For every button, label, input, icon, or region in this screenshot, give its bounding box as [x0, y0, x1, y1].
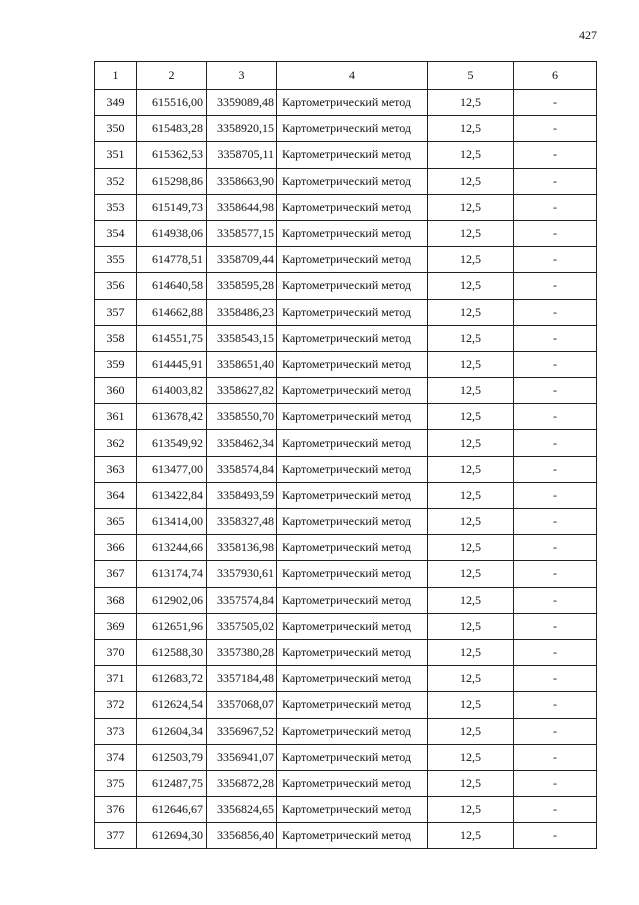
table-row — [95, 299, 597, 325]
notes-cell: - — [514, 378, 597, 404]
accuracy-cell: 12,5 — [428, 194, 514, 220]
notes-cell: - — [514, 535, 597, 561]
table-row — [95, 770, 597, 796]
y-coordinate-cell: 3358920,15 — [207, 116, 277, 142]
method-cell: Картометрический метод — [277, 718, 428, 744]
point-number-cell: 365 — [95, 509, 137, 535]
table-row — [95, 325, 597, 351]
point-number-cell: 356 — [95, 273, 137, 299]
point-number-cell: 361 — [95, 404, 137, 430]
notes-cell: - — [514, 90, 597, 116]
point-number-cell: 363 — [95, 456, 137, 482]
accuracy-cell: 12,5 — [428, 430, 514, 456]
point-number-cell: 354 — [95, 220, 137, 246]
y-coordinate-cell: 3358644,98 — [207, 194, 277, 220]
point-number-cell: 359 — [95, 351, 137, 377]
table-row — [95, 430, 597, 456]
notes-cell: - — [514, 351, 597, 377]
table-row — [95, 194, 597, 220]
point-number-cell: 371 — [95, 666, 137, 692]
accuracy-cell: 12,5 — [428, 220, 514, 246]
table-header-row — [95, 62, 597, 90]
notes-cell: - — [514, 404, 597, 430]
point-number-cell: 368 — [95, 587, 137, 613]
notes-cell: - — [514, 325, 597, 351]
accuracy-cell: 12,5 — [428, 692, 514, 718]
x-coordinate-cell: 612503,79 — [137, 744, 207, 770]
notes-cell: - — [514, 639, 597, 665]
table-row — [95, 509, 597, 535]
y-coordinate-cell: 3358574,84 — [207, 456, 277, 482]
header-cell: 3 — [207, 62, 277, 90]
accuracy-cell: 12,5 — [428, 456, 514, 482]
method-cell: Картометрический метод — [277, 194, 428, 220]
method-cell: Картометрический метод — [277, 509, 428, 535]
x-coordinate-cell: 614640,58 — [137, 273, 207, 299]
page-number: 427 — [579, 28, 597, 42]
method-cell: Картометрический метод — [277, 430, 428, 456]
method-cell: Картометрический метод — [277, 692, 428, 718]
table-row — [95, 561, 597, 587]
y-coordinate-cell: 3358627,82 — [207, 378, 277, 404]
method-cell: Картометрический метод — [277, 535, 428, 561]
x-coordinate-cell: 614938,06 — [137, 220, 207, 246]
x-coordinate-cell: 615516,00 — [137, 90, 207, 116]
y-coordinate-cell: 3358462,34 — [207, 430, 277, 456]
table-row — [95, 613, 597, 639]
table-body — [95, 90, 597, 849]
table-row — [95, 456, 597, 482]
method-cell: Картометрический метод — [277, 797, 428, 823]
y-coordinate-cell: 3358651,40 — [207, 351, 277, 377]
x-coordinate-cell: 612902,06 — [137, 587, 207, 613]
y-coordinate-cell: 3358327,48 — [207, 509, 277, 535]
point-number-cell: 355 — [95, 247, 137, 273]
notes-cell: - — [514, 613, 597, 639]
x-coordinate-cell: 613477,00 — [137, 456, 207, 482]
point-number-cell: 376 — [95, 797, 137, 823]
method-cell: Картометрический метод — [277, 90, 428, 116]
table-row — [95, 220, 597, 246]
point-number-cell: 369 — [95, 613, 137, 639]
x-coordinate-cell: 614445,91 — [137, 351, 207, 377]
table-row — [95, 90, 597, 116]
y-coordinate-cell: 3359089,48 — [207, 90, 277, 116]
point-number-cell: 366 — [95, 535, 137, 561]
table-row — [95, 587, 597, 613]
y-coordinate-cell: 3358493,59 — [207, 482, 277, 508]
y-coordinate-cell: 3358709,44 — [207, 247, 277, 273]
coordinates-table — [94, 61, 597, 849]
accuracy-cell: 12,5 — [428, 142, 514, 168]
notes-cell: - — [514, 587, 597, 613]
y-coordinate-cell: 3357380,28 — [207, 639, 277, 665]
x-coordinate-cell: 613414,00 — [137, 509, 207, 535]
point-number-cell: 373 — [95, 718, 137, 744]
table-row — [95, 378, 597, 404]
notes-cell: - — [514, 718, 597, 744]
method-cell: Картометрический метод — [277, 404, 428, 430]
method-cell: Картометрический метод — [277, 613, 428, 639]
accuracy-cell: 12,5 — [428, 482, 514, 508]
point-number-cell: 374 — [95, 744, 137, 770]
y-coordinate-cell: 3357068,07 — [207, 692, 277, 718]
point-number-cell: 362 — [95, 430, 137, 456]
method-cell: Картометрический метод — [277, 116, 428, 142]
x-coordinate-cell: 614003,82 — [137, 378, 207, 404]
accuracy-cell: 12,5 — [428, 404, 514, 430]
header-cell: 1 — [95, 62, 137, 90]
accuracy-cell: 12,5 — [428, 378, 514, 404]
method-cell: Картометрический метод — [277, 325, 428, 351]
notes-cell: - — [514, 509, 597, 535]
notes-cell: - — [514, 142, 597, 168]
method-cell: Картометрический метод — [277, 823, 428, 849]
point-number-cell: 370 — [95, 639, 137, 665]
accuracy-cell: 12,5 — [428, 639, 514, 665]
accuracy-cell: 12,5 — [428, 351, 514, 377]
accuracy-cell: 12,5 — [428, 509, 514, 535]
y-coordinate-cell: 3358595,28 — [207, 273, 277, 299]
method-cell: Картометрический метод — [277, 482, 428, 508]
x-coordinate-cell: 615298,86 — [137, 168, 207, 194]
point-number-cell: 358 — [95, 325, 137, 351]
notes-cell: - — [514, 666, 597, 692]
x-coordinate-cell: 612604,34 — [137, 718, 207, 744]
notes-cell: - — [514, 168, 597, 194]
x-coordinate-cell: 612646,67 — [137, 797, 207, 823]
accuracy-cell: 12,5 — [428, 823, 514, 849]
accuracy-cell: 12,5 — [428, 770, 514, 796]
y-coordinate-cell: 3358550,70 — [207, 404, 277, 430]
notes-cell: - — [514, 823, 597, 849]
notes-cell: - — [514, 482, 597, 508]
table-row — [95, 116, 597, 142]
point-number-cell: 350 — [95, 116, 137, 142]
header-cell: 6 — [514, 62, 597, 90]
x-coordinate-cell: 613678,42 — [137, 404, 207, 430]
x-coordinate-cell: 612624,54 — [137, 692, 207, 718]
header-cell: 2 — [137, 62, 207, 90]
method-cell: Картометрический метод — [277, 378, 428, 404]
method-cell: Картометрический метод — [277, 744, 428, 770]
y-coordinate-cell: 3356872,28 — [207, 770, 277, 796]
method-cell: Картометрический метод — [277, 220, 428, 246]
table-row — [95, 482, 597, 508]
x-coordinate-cell: 613422,84 — [137, 482, 207, 508]
y-coordinate-cell: 3356824,65 — [207, 797, 277, 823]
accuracy-cell: 12,5 — [428, 587, 514, 613]
accuracy-cell: 12,5 — [428, 613, 514, 639]
table-row — [95, 744, 597, 770]
table-row — [95, 692, 597, 718]
accuracy-cell: 12,5 — [428, 561, 514, 587]
table-row — [95, 797, 597, 823]
header-cell: 5 — [428, 62, 514, 90]
x-coordinate-cell: 612683,72 — [137, 666, 207, 692]
x-coordinate-cell: 615483,28 — [137, 116, 207, 142]
method-cell: Картометрический метод — [277, 299, 428, 325]
method-cell: Картометрический метод — [277, 168, 428, 194]
x-coordinate-cell: 615362,53 — [137, 142, 207, 168]
notes-cell: - — [514, 430, 597, 456]
method-cell: Картометрический метод — [277, 639, 428, 665]
table-row — [95, 142, 597, 168]
point-number-cell: 353 — [95, 194, 137, 220]
notes-cell: - — [514, 299, 597, 325]
method-cell: Картометрический метод — [277, 273, 428, 299]
table-row — [95, 666, 597, 692]
method-cell: Картометрический метод — [277, 587, 428, 613]
notes-cell: - — [514, 744, 597, 770]
coordinates-table-container — [94, 61, 596, 849]
x-coordinate-cell: 612588,30 — [137, 639, 207, 665]
y-coordinate-cell: 3356856,40 — [207, 823, 277, 849]
method-cell: Картометрический метод — [277, 247, 428, 273]
method-cell: Картометрический метод — [277, 666, 428, 692]
table-row — [95, 639, 597, 665]
notes-cell: - — [514, 561, 597, 587]
accuracy-cell: 12,5 — [428, 325, 514, 351]
table-row — [95, 351, 597, 377]
notes-cell: - — [514, 116, 597, 142]
y-coordinate-cell: 3358705,11 — [207, 142, 277, 168]
accuracy-cell: 12,5 — [428, 116, 514, 142]
y-coordinate-cell: 3358486,23 — [207, 299, 277, 325]
notes-cell: - — [514, 797, 597, 823]
method-cell: Картометрический метод — [277, 142, 428, 168]
x-coordinate-cell: 613174,74 — [137, 561, 207, 587]
x-coordinate-cell: 613244,66 — [137, 535, 207, 561]
notes-cell: - — [514, 692, 597, 718]
accuracy-cell: 12,5 — [428, 535, 514, 561]
x-coordinate-cell: 613549,92 — [137, 430, 207, 456]
y-coordinate-cell: 3356967,52 — [207, 718, 277, 744]
method-cell: Картометрический метод — [277, 770, 428, 796]
point-number-cell: 349 — [95, 90, 137, 116]
y-coordinate-cell: 3358577,15 — [207, 220, 277, 246]
y-coordinate-cell: 3357505,02 — [207, 613, 277, 639]
point-number-cell: 372 — [95, 692, 137, 718]
notes-cell: - — [514, 247, 597, 273]
x-coordinate-cell: 614778,51 — [137, 247, 207, 273]
accuracy-cell: 12,5 — [428, 247, 514, 273]
y-coordinate-cell: 3357930,61 — [207, 561, 277, 587]
notes-cell: - — [514, 770, 597, 796]
point-number-cell: 357 — [95, 299, 137, 325]
accuracy-cell: 12,5 — [428, 666, 514, 692]
method-cell: Картометрический метод — [277, 561, 428, 587]
y-coordinate-cell: 3358663,90 — [207, 168, 277, 194]
x-coordinate-cell: 612487,75 — [137, 770, 207, 796]
notes-cell: - — [514, 220, 597, 246]
header-cell: 4 — [277, 62, 428, 90]
notes-cell: - — [514, 273, 597, 299]
table-row — [95, 823, 597, 849]
notes-cell: - — [514, 456, 597, 482]
x-coordinate-cell: 614662,88 — [137, 299, 207, 325]
y-coordinate-cell: 3358543,15 — [207, 325, 277, 351]
accuracy-cell: 12,5 — [428, 168, 514, 194]
method-cell: Картометрический метод — [277, 456, 428, 482]
accuracy-cell: 12,5 — [428, 273, 514, 299]
table-row — [95, 535, 597, 561]
point-number-cell: 351 — [95, 142, 137, 168]
y-coordinate-cell: 3357184,48 — [207, 666, 277, 692]
x-coordinate-cell: 612651,96 — [137, 613, 207, 639]
point-number-cell: 352 — [95, 168, 137, 194]
table-row — [95, 273, 597, 299]
y-coordinate-cell: 3358136,98 — [207, 535, 277, 561]
point-number-cell: 360 — [95, 378, 137, 404]
x-coordinate-cell: 612694,30 — [137, 823, 207, 849]
accuracy-cell: 12,5 — [428, 797, 514, 823]
table-row — [95, 168, 597, 194]
table-row — [95, 404, 597, 430]
accuracy-cell: 12,5 — [428, 90, 514, 116]
accuracy-cell: 12,5 — [428, 299, 514, 325]
point-number-cell: 364 — [95, 482, 137, 508]
point-number-cell: 375 — [95, 770, 137, 796]
point-number-cell: 377 — [95, 823, 137, 849]
y-coordinate-cell: 3357574,84 — [207, 587, 277, 613]
table-row — [95, 718, 597, 744]
y-coordinate-cell: 3356941,07 — [207, 744, 277, 770]
accuracy-cell: 12,5 — [428, 744, 514, 770]
x-coordinate-cell: 615149,73 — [137, 194, 207, 220]
x-coordinate-cell: 614551,75 — [137, 325, 207, 351]
accuracy-cell: 12,5 — [428, 718, 514, 744]
notes-cell: - — [514, 194, 597, 220]
method-cell: Картометрический метод — [277, 351, 428, 377]
point-number-cell: 367 — [95, 561, 137, 587]
table-row — [95, 247, 597, 273]
